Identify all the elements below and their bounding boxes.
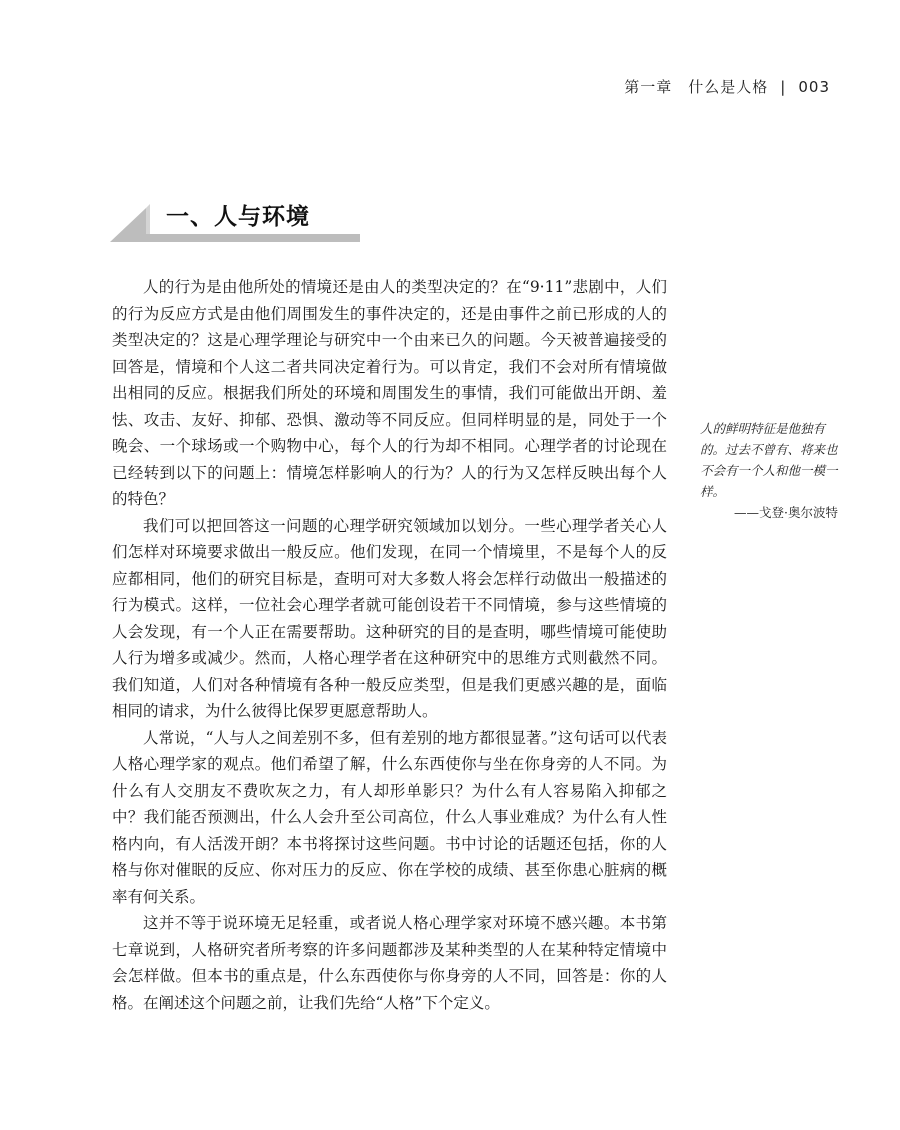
paragraph: 人的行为是由他所处的情境还是由人的类型决定的？在“9·11”悲剧中，人们的行为反应方式是由他们周围发生的事件决定的，还是由事件之前已形成的人的类型决定的？这是心理学理论与研究中一个由来已久的问题。今天被普遍接受的回答是，情境和个人这二者共同决定着行为。可以肯定，我们不会对所有情境做出相同的反应。根据我们所处的环境和周围发生的事情，我们可能做出开朗、羞怯、攻击、友好、抑郁、恐惧、激动等不同反应。但同样明显的是，同处于一个晚会、一个球场或一个购物中心，每个人的行为却不相同。心理学者的讨论现在已经转到以下的问题上：情境怎样影响人的行为？人的行为又怎样反映出每个人的特色？ <box>112 278 667 508</box>
quote-attribution: ——戈登·奥尔波特 <box>734 505 838 520</box>
quote-text: 人的鲜明特征是他独有的。过去不曾有、将来也不会有一个人和他一模一样。 <box>700 421 838 499</box>
section-heading <box>110 196 360 246</box>
header-separator: | <box>780 77 787 96</box>
body-text <box>112 274 667 1016</box>
paragraph: 我们可以把回答这一问题的心理学研究领域加以划分。一些心理学者关心人们怎样对环境要求做出一般反应。他们发现，在同一个情境里，不是每个人的反应都相同，他们的研究目标是，查明可对大多数人将会怎样行动做出一般描述的行为模式。这样，一位社会心理学者就可能创设若干不同情境，参与这些情境的人会发现，有一个人正在需要帮助。这种研究的目的是查明，哪些情境可能使助人行为增多或减少。然而，人格心理学者在这种研究中的思维方式则截然不同。我们知道，人们对各种情境有各种一般反应类型，但是我们更感兴趣的是，面临相同的请求，为什么彼得比保罗更愿意帮助人。 <box>112 516 667 720</box>
chapter-title: 第一章 什么是人格 <box>624 78 769 96</box>
sidebar-quote <box>700 418 838 523</box>
page-number: 003 <box>798 77 830 96</box>
running-header <box>624 76 830 97</box>
paragraph: 这并不等于说环境无足轻重，或者说人格心理学家对环境不感兴趣。本书第七章说到，人格研究者所考察的许多问题都涉及某种类型的人在某种特定情境中会怎样做。但本书的重点是，什么东西使你与你身旁的人不同，回答是：你的人格。在阐述这个问题之前，让我们先给“人格”下个定义。 <box>112 914 667 1012</box>
paragraph: 人常说，“人与人之间差别不多，但有差别的地方都很显著。”这句话可以代表人格心理学家的观点。他们希望了解，什么东西使你与坐在你身旁的人不同。为什么有人交朋友不费吹灰之力，有人却形单影只？为什么有人容易陷入抑郁之中？我们能否预测出，什么人会升至公司高位，什么人事业难成？为什么有人性格内向，有人活泼开朗？本书将探讨这些问题。书中讨论的话题还包括，你的人格与你对催眠的反应、你对压力的反应、你在学校的成绩、甚至你患心脏病的概率有何关系。 <box>112 728 667 906</box>
section-title: 一、人与环境 <box>166 204 310 230</box>
